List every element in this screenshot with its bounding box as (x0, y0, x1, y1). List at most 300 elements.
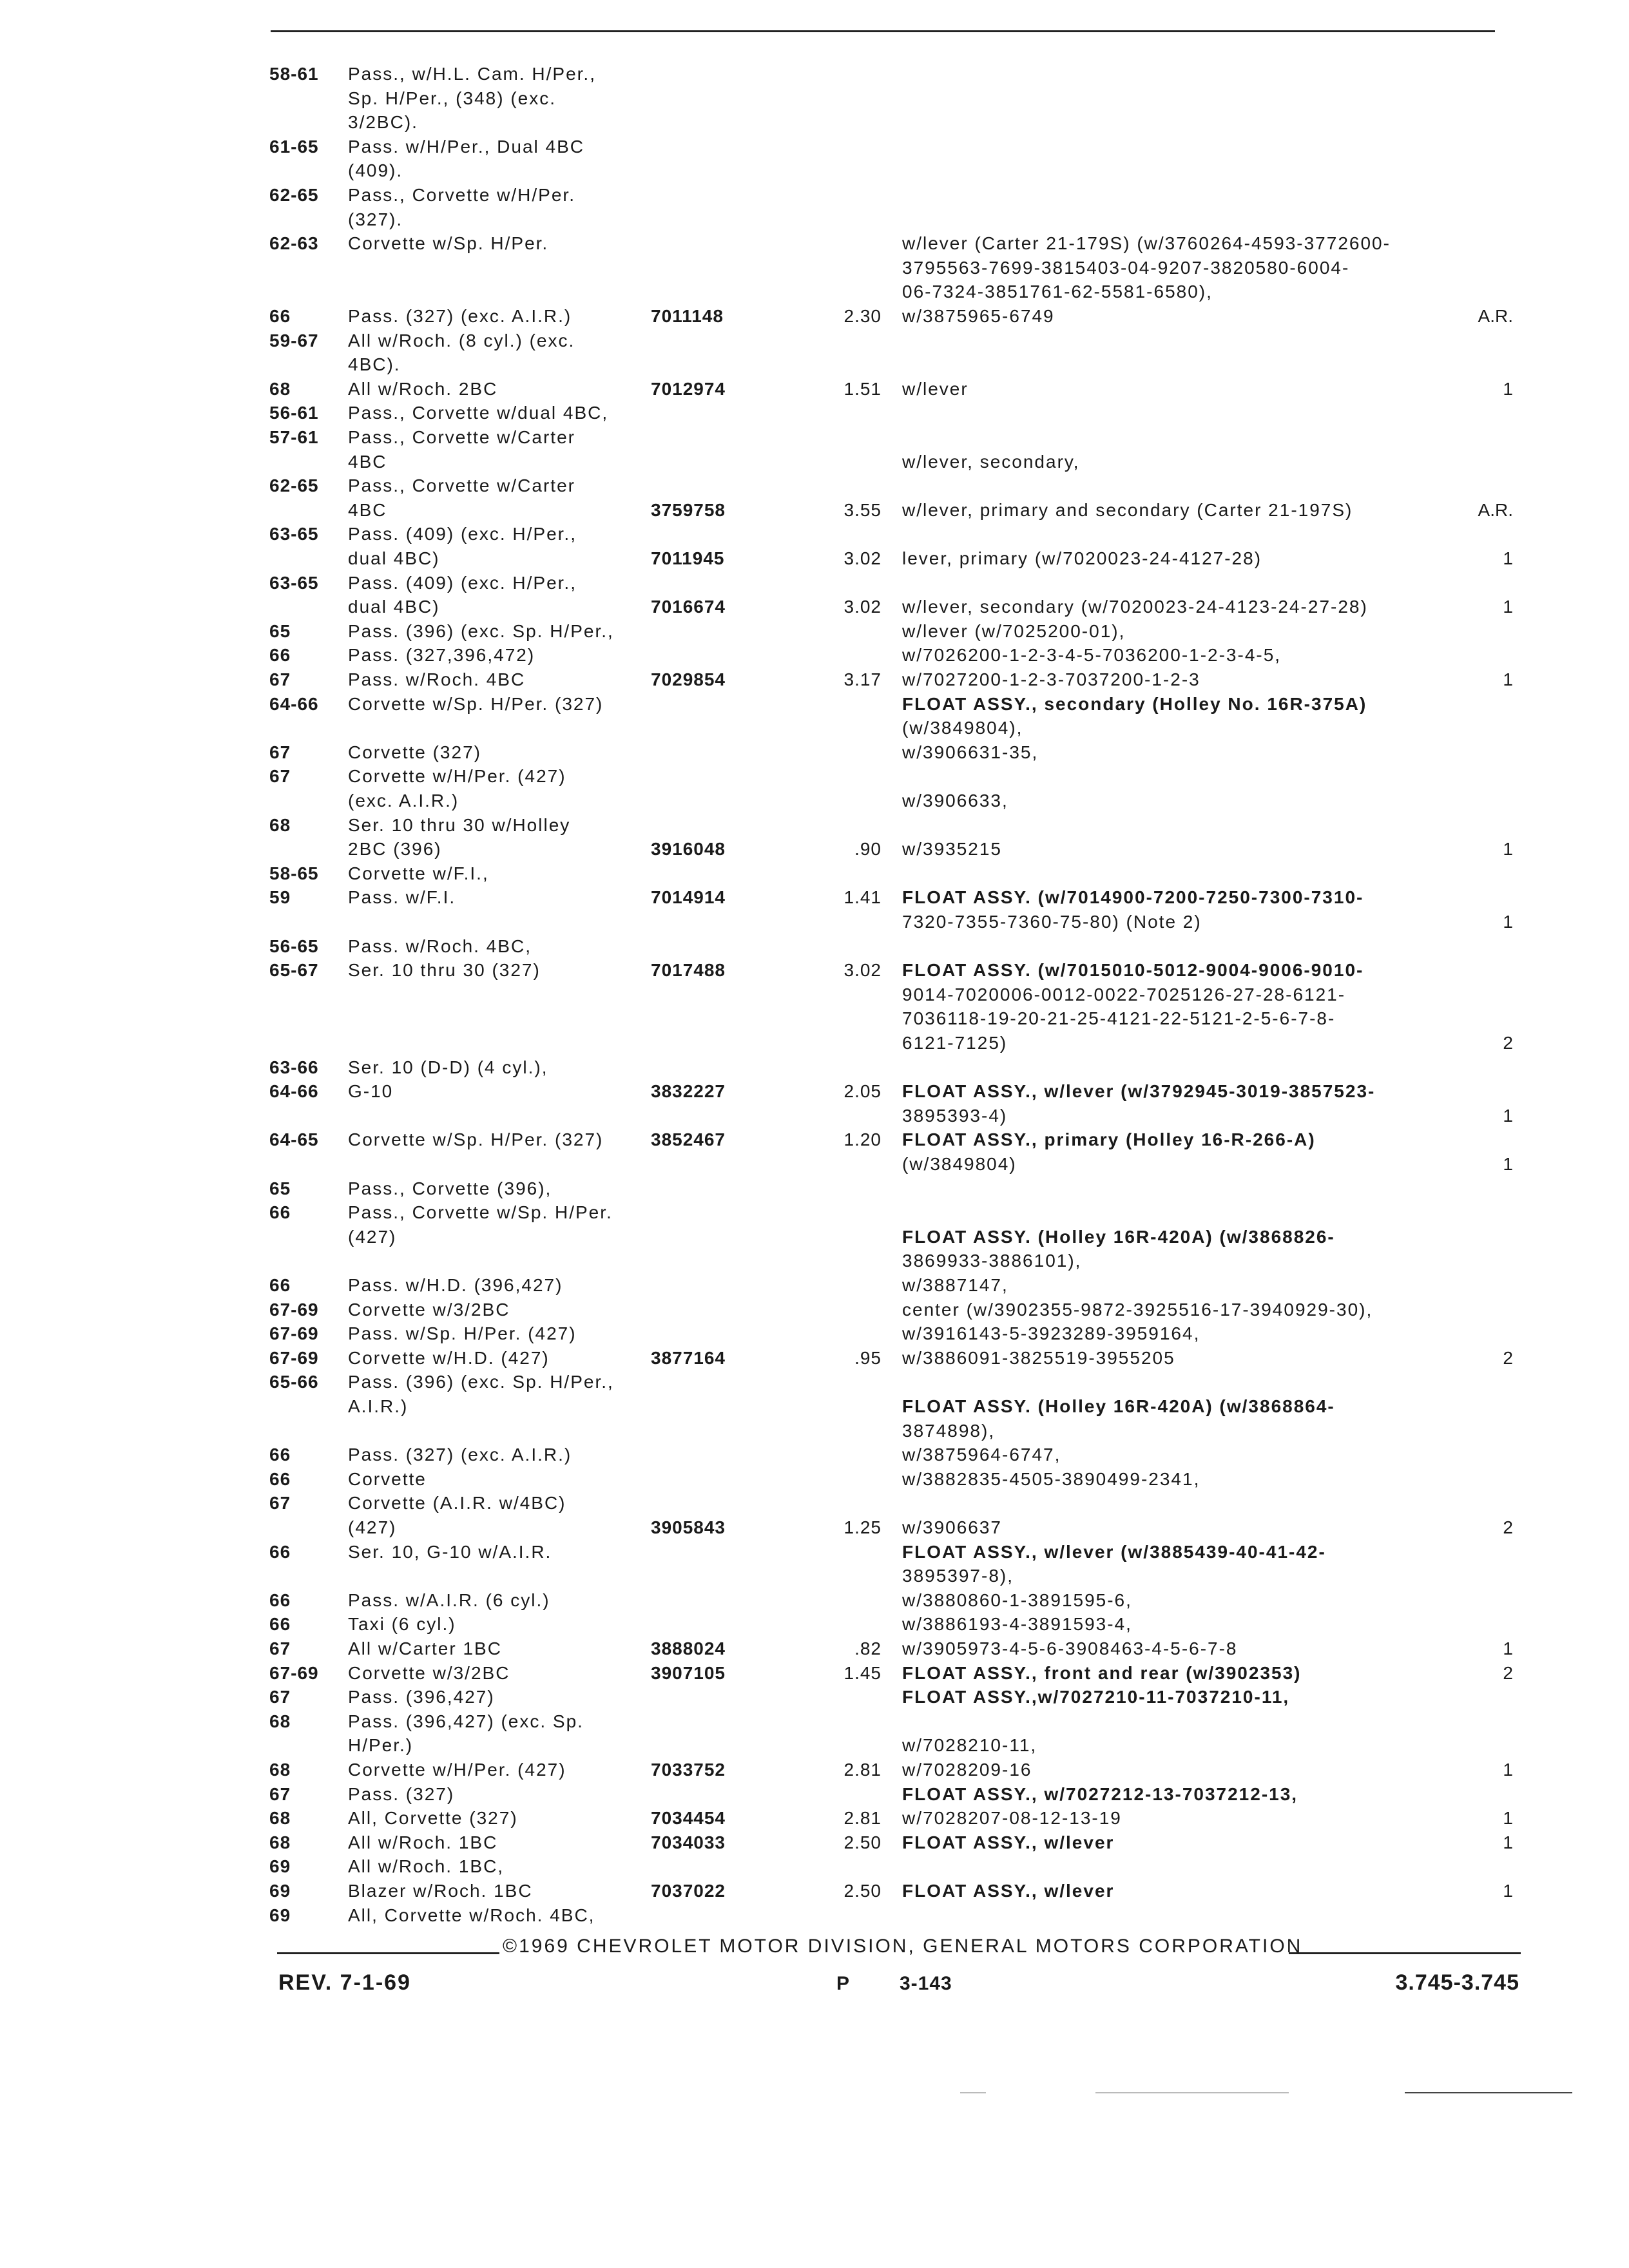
table-row (0, 1515, 1629, 1540)
note-cell: w/3935215 (902, 839, 1003, 859)
description-cell: Corvette w/H/Per. (427) (348, 766, 566, 786)
table-row (0, 764, 1629, 789)
note-cell: FLOAT ASSY., w/7027212-13-7037212-13, (902, 1784, 1298, 1804)
year-cell: 62-65 (269, 476, 319, 495)
description-cell: Corvette w/3/2BC (348, 1300, 510, 1320)
year-cell: 67 (269, 1687, 291, 1707)
table-row (0, 352, 1629, 377)
note-cell: w/7028209-16 (902, 1760, 1032, 1780)
price-cell: 1.20 (843, 1129, 882, 1149)
table-row (0, 1200, 1629, 1225)
table-row (0, 1467, 1629, 1492)
table-row (0, 280, 1629, 304)
table-row (0, 1079, 1629, 1104)
part-number-cell: 7037022 (651, 1881, 726, 1901)
description-cell: All w/Carter 1BC (348, 1639, 502, 1658)
year-cell: 67 (269, 1784, 291, 1804)
table-row (0, 1879, 1629, 1903)
note-cell: FLOAT ASSY., secondary (Holley No. 16R-375A) (902, 694, 1367, 714)
price-cell: 2.81 (843, 1808, 882, 1828)
year-cell: 63-66 (269, 1057, 319, 1077)
quantity-cell: 1 (1503, 1106, 1513, 1126)
description-cell: 2BC (396) (348, 839, 442, 859)
table-row (0, 1588, 1629, 1613)
price-cell: 3.17 (843, 669, 882, 689)
price-cell: 3.55 (843, 500, 882, 520)
table-row (0, 450, 1629, 474)
price-cell: 2.30 (843, 306, 882, 326)
quantity-cell: 2 (1503, 1348, 1513, 1368)
footer-rule-right (1289, 1952, 1521, 1954)
note-cell: w/3886193-4-3891593-4, (902, 1614, 1132, 1634)
description-cell: Pass. (396,427) (348, 1687, 495, 1707)
note-cell: 3895397-8), (902, 1566, 1014, 1586)
table-row (0, 1225, 1629, 1249)
description-cell: Corvette w/H.D. (427) (348, 1348, 550, 1368)
table-row (0, 1854, 1629, 1879)
description-cell: A.I.R.) (348, 1396, 409, 1416)
price-cell: .90 (854, 839, 882, 859)
description-cell: (427) (348, 1517, 397, 1537)
description-cell: (409). (348, 160, 403, 180)
table-row (0, 861, 1629, 886)
description-cell: Pass. (409) (exc. H/Per., (348, 573, 577, 593)
description-cell: Ser. 10 (D-D) (4 cyl.), (348, 1057, 548, 1077)
table-row (0, 1419, 1629, 1443)
table-row (0, 1370, 1629, 1394)
quantity-cell: 1 (1503, 839, 1513, 859)
table-row (0, 1055, 1629, 1080)
note-cell: center (w/3902355-9872-3925516-17-3940929-30), (902, 1300, 1373, 1320)
quantity-cell: 1 (1503, 1832, 1513, 1852)
table-row (0, 1321, 1629, 1346)
price-cell: 2.50 (843, 1832, 882, 1852)
description-cell: Pass. (396) (exc. Sp. H/Per., (348, 1372, 614, 1392)
note-cell: w/lever (w/7025200-01), (902, 621, 1126, 641)
table-row (0, 183, 1629, 207)
table-row (0, 62, 1629, 86)
quantity-cell: 1 (1503, 379, 1513, 399)
description-cell: Pass., Corvette w/Sp. H/Per. (348, 1202, 613, 1222)
description-cell: Pass. (396,427) (exc. Sp. (348, 1711, 584, 1731)
table-row (0, 1177, 1629, 1201)
table-row (0, 1661, 1629, 1686)
description-cell: All w/Roch. 1BC, (348, 1856, 505, 1876)
note-cell: w/3906633, (902, 791, 1008, 811)
price-cell: 1.25 (843, 1517, 882, 1537)
note-cell: 9014-7020006-0012-0022-7025126-27-28-6121- (902, 985, 1346, 1004)
note-cell: 7320-7355-7360-75-80) (Note 2) (902, 912, 1202, 932)
page-letter: P (836, 1973, 850, 1994)
quantity-cell: 1 (1503, 548, 1513, 568)
table-row (0, 329, 1629, 353)
description-cell: (exc. A.I.R.) (348, 791, 459, 811)
note-cell: w/3875965-6749 (902, 306, 1055, 326)
part-number-cell: 7011148 (651, 306, 724, 326)
year-cell: 67 (269, 669, 291, 689)
year-cell: 68 (269, 1760, 291, 1780)
price-cell: 1.45 (843, 1663, 882, 1683)
note-cell: (w/3849804), (902, 718, 1023, 738)
table-row (0, 910, 1629, 934)
quantity-cell: 1 (1503, 597, 1513, 617)
description-cell: Pass. (396) (exc. Sp. H/Per., (348, 621, 614, 641)
note-cell: 3795563-7699-3815403-04-9207-3820580-6004- (902, 258, 1350, 278)
description-cell: Corvette w/Sp. H/Per. (327) (348, 694, 604, 714)
table-row (0, 1249, 1629, 1273)
year-cell: 59 (269, 887, 291, 907)
part-number-cell: 7017488 (651, 960, 726, 980)
description-cell: All w/Roch. 2BC (348, 379, 498, 399)
table-row (0, 619, 1629, 644)
table-row (0, 401, 1629, 425)
year-cell: 66 (269, 306, 291, 326)
description-cell: Corvette (348, 1469, 427, 1489)
table-row (0, 1491, 1629, 1515)
description-cell: Taxi (6 cyl.) (348, 1614, 456, 1634)
description-cell: (327). (348, 209, 403, 229)
description-cell: Pass., Corvette w/Carter (348, 427, 575, 447)
note-cell: w/lever (Carter 21-179S) (w/3760264-4593-3772600- (902, 233, 1391, 253)
quantity-cell: 1 (1503, 1881, 1513, 1901)
description-cell: Pass. w/F.I. (348, 887, 456, 907)
year-cell: 63-65 (269, 524, 319, 544)
table-row (0, 958, 1629, 983)
year-cell: 65 (269, 621, 291, 641)
note-cell: FLOAT ASSY., primary (Holley 16-R-266-A) (902, 1129, 1316, 1149)
part-number-cell: 3916048 (651, 839, 726, 859)
part-number-cell: 7033752 (651, 1760, 726, 1780)
quantity-cell: 1 (1503, 1760, 1513, 1780)
table-row (0, 1540, 1629, 1564)
description-cell: All w/Roch. 1BC (348, 1832, 498, 1852)
year-cell: 66 (269, 1202, 291, 1222)
description-cell: Pass. w/H/Per., Dual 4BC (348, 137, 585, 157)
description-cell: All, Corvette w/Roch. 4BC, (348, 1905, 595, 1925)
description-cell: All w/Roch. (8 cyl.) (exc. (348, 331, 575, 351)
table-row (0, 1394, 1629, 1419)
year-cell: 66 (269, 645, 291, 665)
description-cell: dual 4BC) (348, 548, 440, 568)
table-row (0, 498, 1629, 523)
description-cell: Blazer w/Roch. 1BC (348, 1881, 533, 1901)
table-row (0, 135, 1629, 159)
description-cell: Corvette (327) (348, 742, 481, 762)
year-cell: 66 (269, 1445, 291, 1465)
group-number: 3.745-3.745 (1395, 1970, 1519, 1995)
year-cell: 67 (269, 742, 291, 762)
year-cell: 66 (269, 1590, 291, 1610)
footer-rule-left (277, 1952, 499, 1954)
table-row (0, 692, 1629, 716)
table-row (0, 1273, 1629, 1298)
year-cell: 65 (269, 1178, 291, 1198)
price-cell: 2.50 (843, 1881, 882, 1901)
table-row (0, 885, 1629, 910)
quantity-cell: 1 (1503, 1639, 1513, 1658)
description-cell: All, Corvette (327) (348, 1808, 518, 1828)
note-cell: w/3905973-4-5-6-3908463-4-5-6-7-8 (902, 1639, 1238, 1658)
description-cell: 4BC (348, 500, 387, 520)
year-cell: 59-67 (269, 331, 319, 351)
note-cell: FLOAT ASSY., w/lever (w/3885439-40-41-42- (902, 1542, 1326, 1562)
description-cell: dual 4BC) (348, 597, 440, 617)
page-number: 3-143 (900, 1973, 952, 1994)
table-row (0, 571, 1629, 595)
year-cell: 58-61 (269, 64, 319, 84)
table-row (0, 1806, 1629, 1831)
year-cell: 67-69 (269, 1663, 319, 1683)
year-cell: 64-66 (269, 1081, 319, 1101)
description-cell: Ser. 10 thru 30 (327) (348, 960, 541, 980)
quantity-cell: A.R. (1478, 500, 1513, 520)
description-cell: Pass. (327,396,472) (348, 645, 535, 665)
note-cell: w/lever, secondary (w/7020023-24-4123-24-27-28) (902, 597, 1368, 617)
quantity-cell: 1 (1503, 1808, 1513, 1828)
table-row (0, 231, 1629, 256)
note-cell: w/3887147, (902, 1275, 1008, 1295)
description-cell: H/Per.) (348, 1735, 414, 1755)
note-cell: w/lever, primary and secondary (Carter 21-197S) (902, 500, 1353, 520)
table-row (0, 1831, 1629, 1855)
year-cell: 65-67 (269, 960, 319, 980)
description-cell: 4BC). (348, 354, 401, 374)
year-cell: 66 (269, 1275, 291, 1295)
note-cell: 7036118-19-20-21-25-4121-22-5121-2-5-6-7-8- (902, 1008, 1336, 1028)
year-cell: 68 (269, 379, 291, 399)
description-cell: Pass. (327) (exc. A.I.R.) (348, 306, 572, 326)
year-cell: 58-65 (269, 863, 319, 883)
part-number-cell: 7034454 (651, 1808, 726, 1828)
note-cell: w/lever (902, 379, 969, 399)
note-cell: w/7027200-1-2-3-7037200-1-2-3 (902, 669, 1200, 689)
year-cell: 65-66 (269, 1372, 319, 1392)
year-cell: 64-66 (269, 694, 319, 714)
description-cell: Pass. w/Roch. 4BC, (348, 936, 532, 956)
note-cell: 3874898), (902, 1421, 996, 1441)
table-row (0, 1564, 1629, 1588)
part-number-cell: 7034033 (651, 1832, 726, 1852)
table-row (0, 425, 1629, 450)
table-row (0, 813, 1629, 838)
year-cell: 67-69 (269, 1323, 319, 1343)
table-row (0, 1031, 1629, 1055)
note-cell: 3895393-4) (902, 1106, 1008, 1126)
note-cell: FLOAT ASSY. (Holley 16R-420A) (w/3868864- (902, 1396, 1335, 1416)
table-row (0, 1128, 1629, 1152)
part-number-cell: 3852467 (651, 1129, 726, 1149)
description-cell: Pass., w/H.L. Cam. H/Per., (348, 64, 596, 84)
table-row (0, 1685, 1629, 1709)
table-row (0, 256, 1629, 280)
note-cell: w/3906637 (902, 1517, 1003, 1537)
top-rule (271, 30, 1495, 32)
copyright-notice: ©1969 CHEVROLET MOTOR DIVISION, GENERAL MOTORS CORPORATION (503, 1936, 1303, 1957)
price-cell: 3.02 (843, 960, 882, 980)
price-cell: 3.02 (843, 597, 882, 617)
year-cell: 64-65 (269, 1129, 319, 1149)
description-cell: G-10 (348, 1081, 394, 1101)
note-cell: FLOAT ASSY., w/lever (902, 1881, 1115, 1901)
note-cell: FLOAT ASSY., front and rear (w/3902353) (902, 1663, 1302, 1683)
table-row (0, 934, 1629, 959)
note-cell: w/lever, secondary, (902, 452, 1080, 472)
table-row (0, 1443, 1629, 1467)
scan-artifact (1405, 2092, 1572, 2093)
part-number-cell: 3759758 (651, 500, 726, 520)
price-cell: 1.51 (843, 379, 882, 399)
year-cell: 68 (269, 1808, 291, 1828)
note-cell: w/3882835-4505-3890499-2341, (902, 1469, 1200, 1489)
description-cell: Pass. w/Roch. 4BC (348, 669, 526, 689)
table-row (0, 716, 1629, 740)
table-row (0, 1733, 1629, 1758)
part-number-cell: 3905843 (651, 1517, 726, 1537)
description-cell: Corvette w/3/2BC (348, 1663, 510, 1683)
quantity-cell: 2 (1503, 1033, 1513, 1053)
part-number-cell: 7016674 (651, 597, 726, 617)
table-row (0, 1104, 1629, 1128)
quantity-cell: 1 (1503, 669, 1513, 689)
note-cell: FLOAT ASSY., w/lever (w/3792945-3019-3857523- (902, 1081, 1376, 1101)
note-cell: FLOAT ASSY.,w/7027210-11-7037210-11, (902, 1687, 1290, 1707)
part-number-cell: 3832227 (651, 1081, 726, 1101)
year-cell: 67 (269, 766, 291, 786)
table-row (0, 1758, 1629, 1782)
note-cell: w/7028207-08-12-13-19 (902, 1808, 1122, 1828)
note-cell: w/3880860-1-3891595-6, (902, 1590, 1132, 1610)
note-cell: w/7026200-1-2-3-4-5-7036200-1-2-3-4-5, (902, 645, 1282, 665)
table-row (0, 546, 1629, 571)
year-cell: 69 (269, 1881, 291, 1901)
note-cell: w/3916143-5-3923289-3959164, (902, 1323, 1200, 1343)
table-row (0, 1152, 1629, 1177)
description-cell: Pass., Corvette w/dual 4BC, (348, 403, 609, 423)
table-row (0, 1612, 1629, 1637)
year-cell: 62-63 (269, 233, 319, 253)
year-cell: 66 (269, 1542, 291, 1562)
price-cell: .82 (854, 1639, 882, 1658)
note-cell: 3869933-3886101), (902, 1251, 1082, 1271)
table-row (0, 1006, 1629, 1031)
description-cell: Pass. (409) (exc. H/Per., (348, 524, 577, 544)
note-cell: (w/3849804) (902, 1154, 1017, 1174)
note-cell: w/3875964-6747, (902, 1445, 1061, 1465)
quantity-cell: 2 (1503, 1663, 1513, 1683)
quantity-cell: 2 (1503, 1517, 1513, 1537)
year-cell: 66 (269, 1469, 291, 1489)
table-row (0, 837, 1629, 861)
year-cell: 67-69 (269, 1348, 319, 1368)
scan-artifact (960, 2092, 986, 2093)
table-row (0, 377, 1629, 401)
description-cell: 3/2BC). (348, 112, 418, 132)
description-cell: Corvette w/Sp. H/Per. (327) (348, 1129, 604, 1149)
description-cell: Pass. w/H.D. (396,427) (348, 1275, 563, 1295)
table-row (0, 110, 1629, 135)
part-number-cell: 7011945 (651, 548, 725, 568)
quantity-cell: A.R. (1478, 306, 1513, 326)
table-row (0, 668, 1629, 692)
price-cell: 2.05 (843, 1081, 882, 1101)
table-row (0, 643, 1629, 668)
year-cell: 69 (269, 1905, 291, 1925)
note-cell: 06-7324-3851761-62-5581-6580), (902, 282, 1213, 302)
note-cell: w/3886091-3825519-3955205 (902, 1348, 1175, 1368)
table-row (0, 789, 1629, 813)
description-cell: (427) (348, 1227, 397, 1247)
table-row (0, 304, 1629, 329)
part-number-cell: 3888024 (651, 1639, 726, 1658)
note-cell: lever, primary (w/7020023-24-4127-28) (902, 548, 1262, 568)
year-cell: 69 (269, 1856, 291, 1876)
note-cell: w/7028210-11, (902, 1735, 1037, 1755)
part-number-cell: 3877164 (651, 1348, 726, 1368)
note-cell: FLOAT ASSY., w/lever (902, 1832, 1115, 1852)
year-cell: 67 (269, 1493, 291, 1513)
part-number-cell: 7012974 (651, 379, 726, 399)
description-cell: Corvette w/F.I., (348, 863, 489, 883)
description-cell: Pass. w/Sp. H/Per. (427) (348, 1323, 577, 1343)
description-cell: Sp. H/Per., (348) (exc. (348, 88, 556, 108)
year-cell: 61-65 (269, 137, 319, 157)
revision-date: REV. 7-1-69 (278, 1970, 411, 1995)
table-row (0, 1298, 1629, 1322)
note-cell: FLOAT ASSY. (w/7015010-5012-9004-9006-9010- (902, 960, 1364, 980)
year-cell: 67-69 (269, 1300, 319, 1320)
price-cell: .95 (854, 1348, 882, 1368)
quantity-cell: 1 (1503, 912, 1513, 932)
table-row (0, 1903, 1629, 1928)
description-cell: Corvette w/Sp. H/Per. (348, 233, 549, 253)
description-cell: Corvette w/H/Per. (427) (348, 1760, 566, 1780)
year-cell: 68 (269, 1832, 291, 1852)
description-cell: Pass. (327) (348, 1784, 455, 1804)
year-cell: 68 (269, 815, 291, 835)
note-cell: 6121-7125) (902, 1033, 1008, 1053)
description-cell: Pass. (327) (exc. A.I.R.) (348, 1445, 572, 1465)
year-cell: 67 (269, 1639, 291, 1658)
description-cell: Ser. 10, G-10 w/A.I.R. (348, 1542, 552, 1562)
table-row (0, 474, 1629, 498)
description-cell: Pass. w/A.I.R. (6 cyl.) (348, 1590, 550, 1610)
description-cell: Corvette (A.I.R. w/4BC) (348, 1493, 566, 1513)
table-row (0, 740, 1629, 765)
table-row (0, 159, 1629, 183)
part-number-cell: 3907105 (651, 1663, 726, 1683)
year-cell: 56-61 (269, 403, 319, 423)
price-cell: 3.02 (843, 548, 882, 568)
description-cell: Pass., Corvette (396), (348, 1178, 552, 1198)
part-number-cell: 7029854 (651, 669, 726, 689)
description-cell: Ser. 10 thru 30 w/Holley (348, 815, 571, 835)
table-row (0, 1782, 1629, 1807)
note-cell: w/3906631-35, (902, 742, 1039, 762)
table-row (0, 207, 1629, 232)
scan-artifact (1095, 2092, 1289, 2093)
price-cell: 1.41 (843, 887, 882, 907)
table-row (0, 983, 1629, 1007)
table-row (0, 522, 1629, 546)
description-cell: Pass., Corvette w/Carter (348, 476, 575, 495)
table-row (0, 595, 1629, 619)
table-row (0, 1346, 1629, 1370)
table-row (0, 1709, 1629, 1734)
year-cell: 68 (269, 1711, 291, 1731)
table-row (0, 1637, 1629, 1661)
price-cell: 2.81 (843, 1760, 882, 1780)
year-cell: 66 (269, 1614, 291, 1634)
